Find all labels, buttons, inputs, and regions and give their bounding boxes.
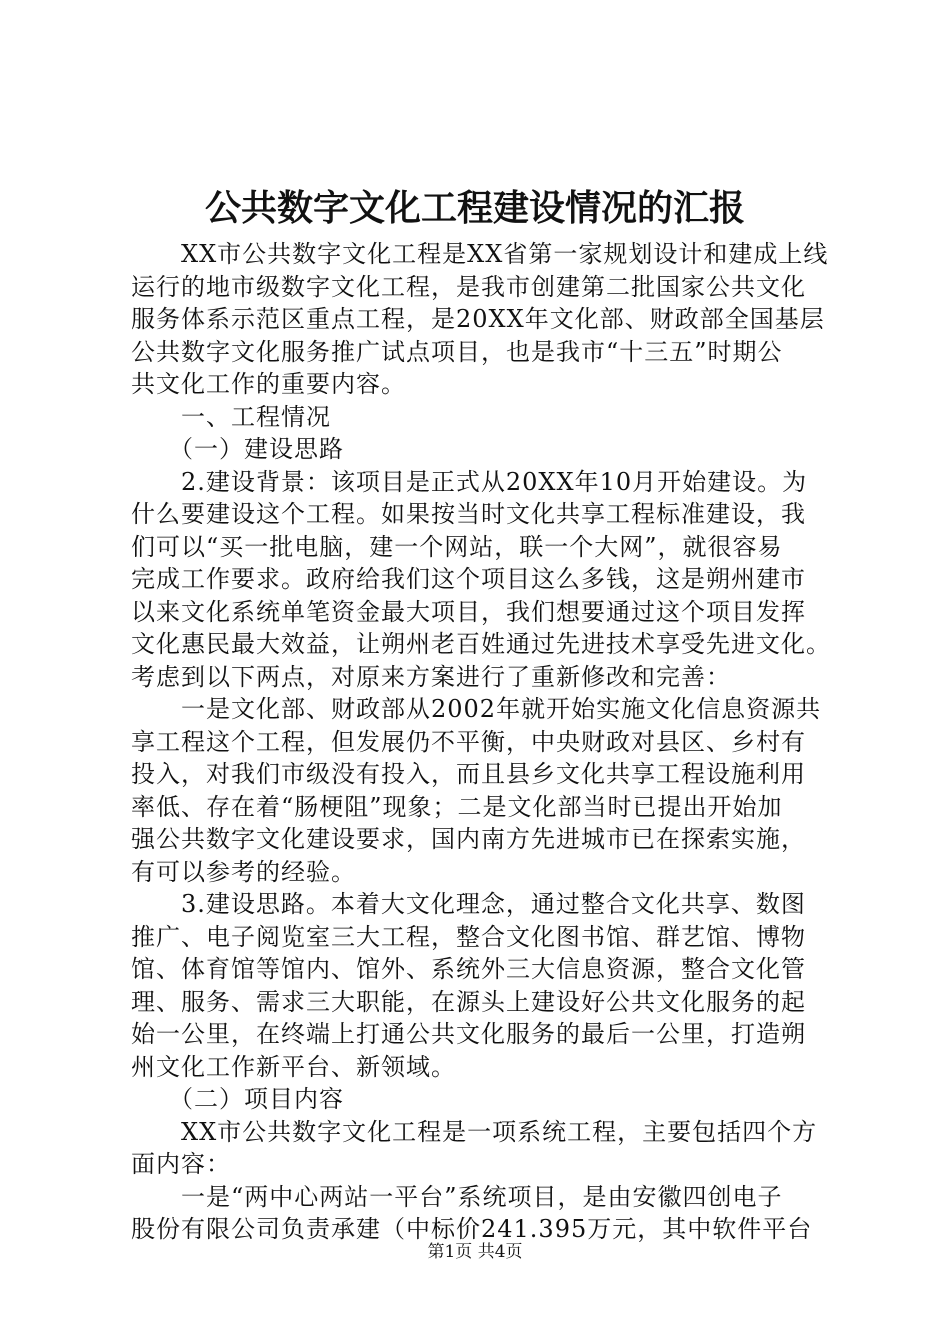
body-line: 股份有限公司负责承建（中标价241.395万元，其中软件平台 bbox=[131, 1215, 813, 1243]
body-line: 有可以参考的经验。 bbox=[131, 857, 356, 886]
body-line: 率低、存在着“肠梗阻”现象；二是文化部当时已提出开始加 bbox=[131, 792, 783, 821]
body-line: XX市公共数字文化工程是XX省第一家规划设计和建成上线 bbox=[131, 240, 829, 268]
body-line: 们可以“买一批电脑，建一个网站，联一个大网”，就很容易 bbox=[131, 532, 783, 561]
body-line: 面内容： bbox=[131, 1150, 231, 1178]
body-line: 以来文化系统单笔资金最大项目，我们想要通过这个项目发挥 bbox=[131, 597, 806, 626]
body-line: 考虑到以下两点，对原来方案进行了重新修改和完善： bbox=[131, 662, 731, 691]
section-heading: 一、工程情况 bbox=[131, 402, 331, 431]
subsection-heading: （二）项目内容 bbox=[131, 1085, 344, 1113]
body-line: 始一公里，在终端上打通公共文化服务的最后一公里，打造朔 bbox=[131, 1020, 806, 1048]
body-line: 文化惠民最大效益，让朔州老百姓通过先进技术享受先进文化。 bbox=[131, 630, 831, 658]
body-line: 公共数字文化服务推广试点项目，也是我市“十三五”时期公 bbox=[131, 337, 783, 366]
body-line: 推广、电子阅览室三大工程，整合文化图书馆、群艺馆、博物 bbox=[131, 922, 806, 951]
body-line: 3.建设思路。本着大文化理念，通过整合文化共享、数图 bbox=[131, 890, 806, 918]
body-line: 理、服务、需求三大职能，在源头上建设好公共文化服务的起 bbox=[131, 987, 806, 1016]
body-line: 馆、体育馆等馆内、馆外、系统外三大信息资源，整合文化管 bbox=[131, 955, 806, 983]
body-line: 投入，对我们市级没有投入，而且县乡文化共享工程设施利用 bbox=[131, 760, 806, 788]
subsection-heading: （一）建设思路 bbox=[131, 435, 344, 463]
body-line: 享工程这个工程，但发展仍不平衡，中央财政对县区、乡村有 bbox=[131, 727, 806, 756]
body-line: 完成工作要求。政府给我们这个项目这么多钱，这是朔州建市 bbox=[131, 565, 806, 593]
body-line: 2.建设背景：该项目是正式从20XX年10月开始建设。为 bbox=[131, 467, 808, 496]
body-line: 什么要建设这个工程。如果按当时文化共享工程标准建设，我 bbox=[131, 500, 806, 528]
body-line: 强公共数字文化建设要求，国内南方先进城市已在探索实施， bbox=[131, 825, 806, 853]
page-number-footer: 第1页 共4页 bbox=[427, 1242, 523, 1262]
body-line: 服务体系示范区重点工程，是20XX年文化部、财政部全国基层 bbox=[131, 305, 825, 333]
body-line: 运行的地市级数字文化工程，是我市创建第二批国家公共文化 bbox=[131, 272, 806, 301]
body-line: 州文化工作新平台、新领域。 bbox=[131, 1052, 456, 1081]
body-line: XX市公共数字文化工程是一项系统工程，主要包括四个方 bbox=[131, 1117, 818, 1146]
body-line: 共文化工作的重要内容。 bbox=[131, 370, 406, 398]
document-title: 公共数字文化工程建设情况的汇报 bbox=[204, 187, 745, 229]
body-line: 一是文化部、财政部从2002年就开始实施文化信息资源共 bbox=[131, 695, 822, 723]
body-line: 一是“两中心两站一平台”系统项目，是由安徽四创电子 bbox=[131, 1182, 783, 1211]
document-body bbox=[131, 238, 831, 1246]
